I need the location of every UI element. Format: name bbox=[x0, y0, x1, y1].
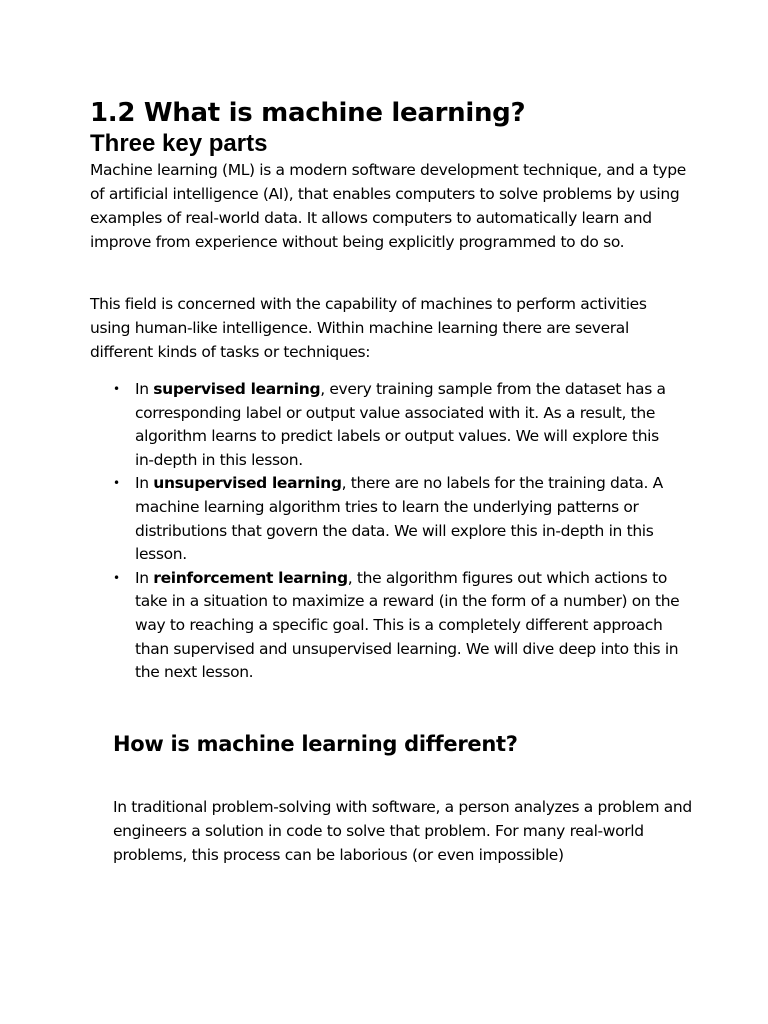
intro-paragraph: Machine learning (ML) is a modern software development technique, and a type of artificial intelligence (AI), that enables computers to solve problems by using examples of real-world data. It allows computers to automatically learn and improve from experience without being explicitly programmed to do so. bbox=[90, 161, 686, 251]
list-item-prefix: In bbox=[135, 474, 154, 493]
page-subtitle: Three key parts bbox=[90, 130, 268, 157]
list-item-term: reinforcement learning bbox=[153, 568, 348, 587]
list-item-reinforcement bbox=[113, 567, 680, 685]
document-page bbox=[90, 96, 690, 867]
list-item-prefix: In bbox=[135, 380, 154, 398]
list-item-term: unsupervised learning bbox=[153, 474, 342, 493]
tasks-list bbox=[90, 378, 690, 685]
bullet-icon: • bbox=[113, 382, 120, 396]
bullet-icon: • bbox=[113, 476, 120, 491]
list-item-unsupervised bbox=[113, 472, 680, 566]
section-heading: How is machine learning different? bbox=[113, 731, 518, 756]
list-item-prefix: In bbox=[135, 568, 154, 587]
list-item-text: , there are no labels for the training data. A machine learning algorithm tries to learn the underlying patterns or distributions that govern the data. We will explore this in-depth in this lesson. bbox=[135, 474, 663, 564]
page-title: 1.2 What is machine learning? bbox=[90, 98, 526, 128]
list-item-supervised bbox=[113, 378, 680, 472]
section-paragraph: In traditional problem-solving with software, a person analyzes a problem and engineers a solution in code to solve that problem. For many real-world problems, this process can be laborious (or even impossible) bbox=[113, 797, 692, 864]
bullet-icon: • bbox=[113, 570, 120, 585]
list-item-term: supervised learning bbox=[153, 380, 321, 398]
section-how-different bbox=[113, 729, 690, 867]
list-item-text: , every training sample from the dataset has a corresponding label or output value associated with it. As a result, the algorithm learns to predict labels or output values. We will explore this in-depth in this lesson. bbox=[135, 380, 666, 469]
field-paragraph: This field is concerned with the capability of machines to perform activities using human-like intelligence. Within machine learning there are several different kinds of tasks or techniques: bbox=[90, 295, 647, 361]
list-item-text: , the algorithm figures out which actions to take in a situation to maximize a reward (in the form of a number) on the way to reaching a specific goal. This is a completely different approach than supervised and unsupervised learning. We will dive deep into this in the next lesson. bbox=[135, 568, 680, 682]
